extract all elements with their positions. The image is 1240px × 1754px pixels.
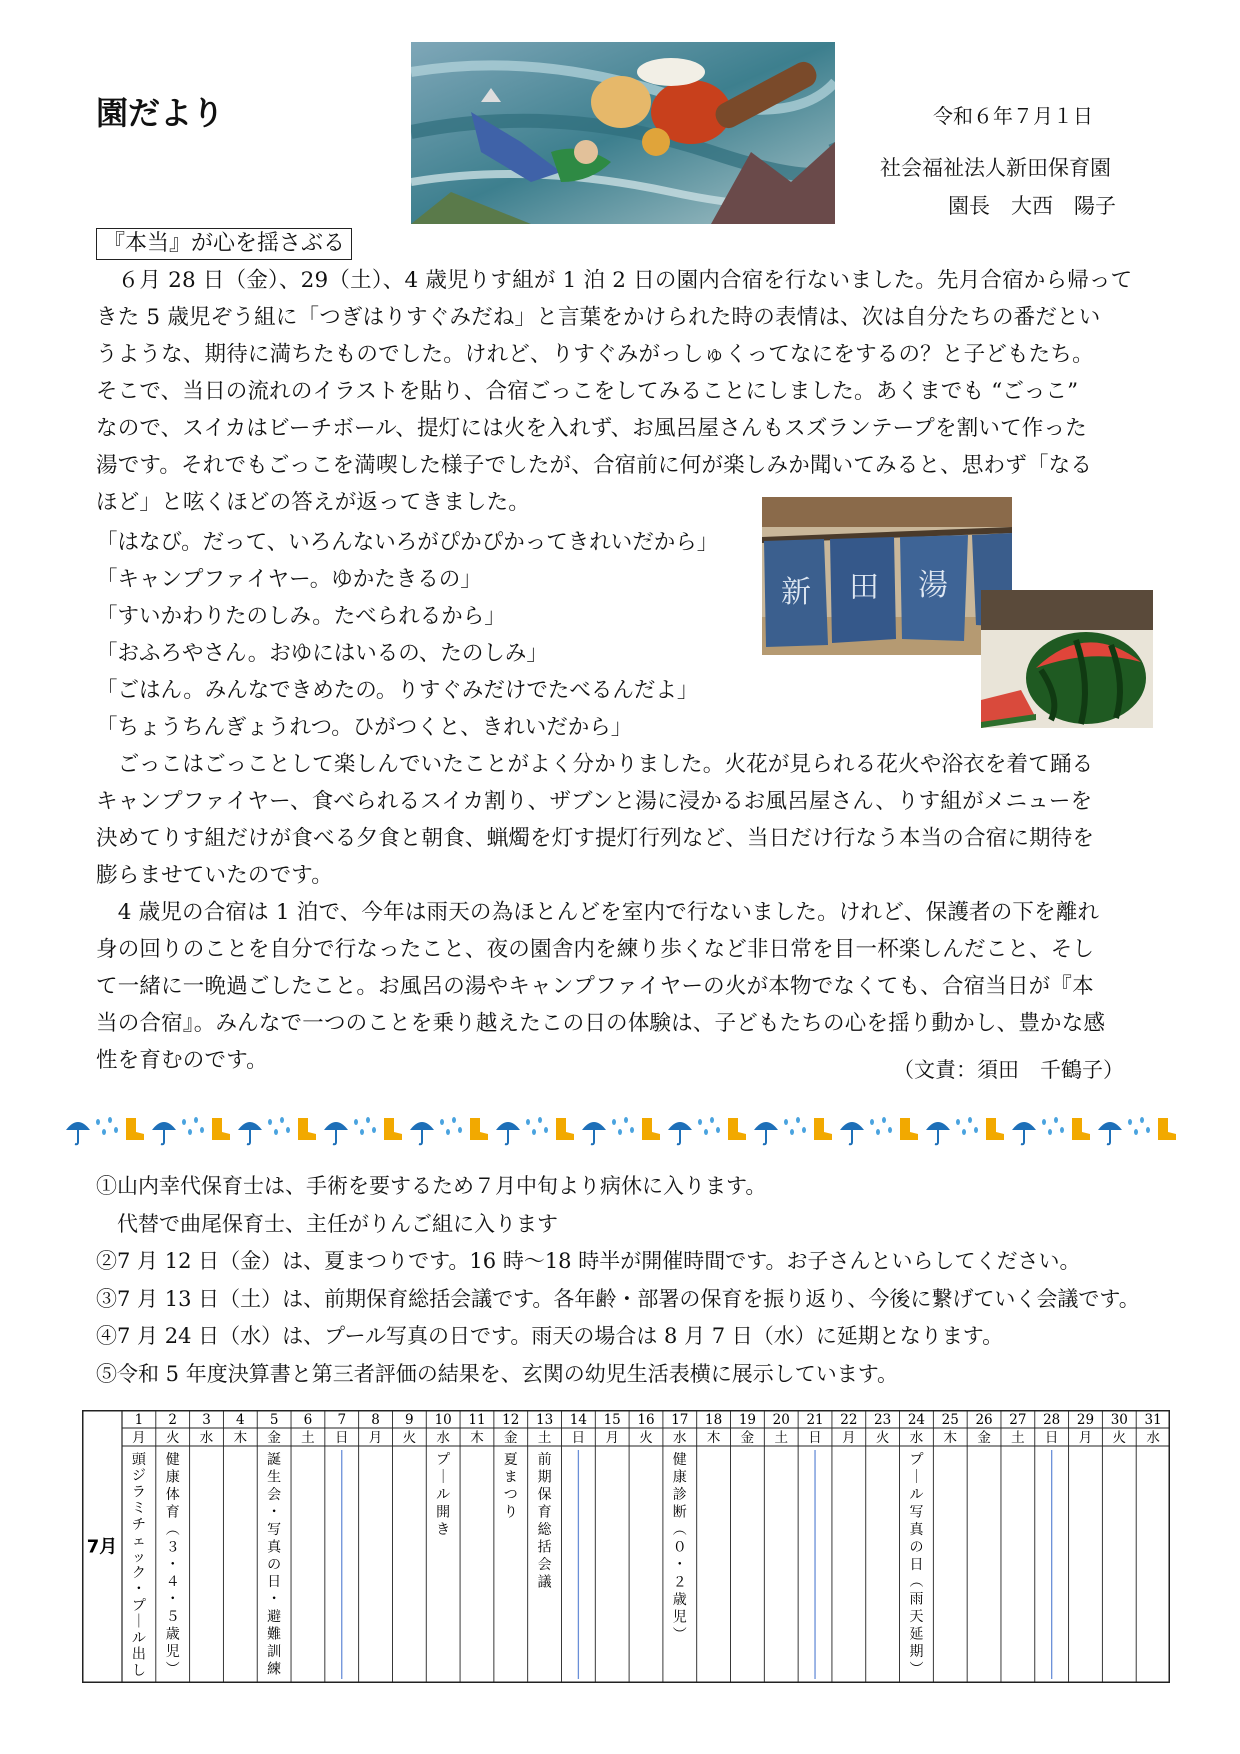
text-line: 湯です。それでもごっこを満喫した様子でしたが、合宿前に何が楽しみか聞いてみると、思わず「なる [96, 453, 1093, 478]
calendar-day-number: 23 [874, 1412, 892, 1428]
raindrop-icon [526, 1117, 548, 1135]
notice-item: 代替で曲尾保育士、主任がりんご組に入ります [96, 1211, 558, 1236]
raindrop-icon [182, 1117, 204, 1135]
calendar-day-number: 11 [468, 1412, 486, 1428]
text-line: 身の回りのことを自分で行なったこと、夜の園舎内を練り歩くなど非日常を目一杯楽しんだこと、そし [96, 937, 1095, 962]
calendar-weekday: 木 [943, 1430, 958, 1446]
quote-line: 「はなび。だって、いろんないろがぴかぴかってきれいだから」 [96, 530, 719, 555]
calendar-day-number: 26 [975, 1412, 993, 1428]
quote-line: 「キャンプファイヤー。ゆかたきるの」 [96, 567, 482, 592]
principal-name: 園長 大西 陽子 [948, 194, 1116, 218]
calendar-weekday: 土 [301, 1430, 315, 1446]
calendar-weekday: 日 [1044, 1430, 1059, 1446]
calendar-day-number: 4 [236, 1412, 245, 1428]
calendar-day-number: 2 [168, 1412, 178, 1428]
rain-boot-icon [814, 1118, 832, 1140]
text-line: 決めてりす組だけが食べる夕食と朝食、蝋燭を灯す提灯行列など、当日だけ行なう本当の合宿に期待を [96, 826, 1095, 851]
calendar-event: 前期保育総括会議 [537, 1452, 552, 1591]
quote-line: 「ごはん。みんなできめたの。りすぐみだけでたべるんだよ」 [96, 678, 699, 703]
raindrop-icon [870, 1117, 892, 1135]
curtain-char: 湯 [918, 568, 948, 603]
notice-item: ⑤令和 5 年度決算書と第三者評価の結果を、玄関の幼児生活表横に展示しています。 [96, 1361, 899, 1386]
calendar-day-number: 30 [1110, 1412, 1128, 1428]
rain-boot-icon [986, 1118, 1004, 1140]
rain-boot-icon [212, 1118, 230, 1140]
calendar-event: 健康体育︵３・４・５歳児︶ [165, 1452, 180, 1678]
raindrop-icon [698, 1117, 720, 1135]
calendar-weekday: 火 [402, 1430, 417, 1446]
rain-boot-icon [1158, 1118, 1176, 1140]
calendar-weekday: 木 [233, 1430, 248, 1446]
raindrop-icon [268, 1117, 290, 1135]
calendar-day-number: 1 [134, 1412, 144, 1428]
umbrella-icon [324, 1122, 348, 1144]
curtain-char: 田 [849, 570, 879, 605]
umbrella-icon [1098, 1122, 1122, 1144]
calendar-weekday: 金 [267, 1430, 281, 1446]
calendar-weekday: 日 [808, 1430, 822, 1446]
author-signature: （文責：須田 千鶴子） [893, 1058, 1124, 1082]
article-paragraph-2 [96, 746, 1094, 894]
calendar-day-number: 13 [535, 1412, 554, 1428]
umbrella-icon [668, 1122, 692, 1144]
text-line: 当の合宿』。みんなで一つのことを乗り越えたこの日の体験は、子どもたちの心を揺り動かし、豊かな感 [96, 1011, 1106, 1036]
raindrop-icon [612, 1117, 634, 1135]
umbrella-icon [410, 1122, 434, 1144]
notice-item: ④7 月 24 日（水）は、プール写真の日です。雨天の場合は 8 月 7 日（水）に延期となります。 [96, 1324, 1004, 1348]
text-line: なので、スイカはビーチボール、提灯には火を入れず、お風呂屋さんもスズランテープを割いて作った [96, 416, 1087, 441]
children-quotes [96, 524, 718, 746]
calendar-day-number: 22 [840, 1412, 858, 1428]
calendar-weekday: 火 [1112, 1430, 1127, 1446]
calendar-weekday: 水 [436, 1430, 450, 1446]
july-calendar [82, 1410, 1170, 1683]
text-line: 性を育むのです。 [96, 1048, 268, 1073]
calendar-day-number: 18 [705, 1412, 723, 1428]
calendar-month-label: 7月 [86, 1536, 118, 1558]
raindrop-icon [354, 1117, 376, 1135]
text-line: ほど」と呟くほどの答えが返ってきました。 [96, 490, 531, 515]
calendar-weekday: 火 [639, 1430, 653, 1446]
raindrop-icon [1042, 1117, 1064, 1135]
calendar-weekday: 金 [977, 1430, 991, 1446]
calendar-event: プ｜ル開き [436, 1452, 451, 1538]
calendar-weekday: 土 [774, 1430, 788, 1446]
calendar-weekday: 木 [470, 1430, 484, 1446]
calendar-day-number: 31 [1144, 1412, 1162, 1428]
watermelon-photo [981, 590, 1153, 728]
calendar-day-number: 14 [569, 1412, 587, 1428]
text-line: うような、期待に満ちたものでした。けれど、りすぐみがっしゅくってなにをするの？と子どもたち。 [96, 342, 1094, 367]
article-paragraph-1 [96, 262, 1132, 521]
calendar-weekday: 水 [909, 1430, 924, 1446]
calendar-weekday: 水 [1146, 1430, 1160, 1446]
raindrop-icon [784, 1117, 806, 1135]
calendar-day-number: 17 [671, 1412, 689, 1428]
bathhouse-curtain-photo [762, 497, 1012, 655]
notices-list [96, 1168, 1140, 1393]
calendar-weekday: 日 [334, 1430, 349, 1446]
umbrella-icon [152, 1122, 176, 1144]
umbrella-icon [582, 1122, 606, 1144]
text-line: ６月 28 日（金）、29（土）、4 歳児りす組が 1 泊 2 日の園内合宿を行ないました。先月合宿から帰って [96, 268, 1133, 293]
calendar-event: プ｜ル写真の日︵雨天延期︶ [909, 1452, 924, 1678]
notice-item: ②7 月 12 日（金）は、夏まつりです。16 時～18 時半が開催時間です。お子さんといらしてください。 [96, 1249, 1081, 1273]
quote-line: 「すいかわりたのしみ。たべられるから」 [96, 604, 506, 629]
calendar-weekday: 木 [706, 1430, 721, 1446]
calendar-event: 夏まつり [503, 1452, 518, 1521]
calendar-day-number: 6 [303, 1412, 313, 1428]
umbrella-icon [496, 1122, 520, 1144]
umbrella-icon [66, 1122, 90, 1144]
calendar-weekday: 日 [571, 1430, 586, 1446]
umbrella-icon [926, 1122, 950, 1144]
calendar-day-number: 20 [772, 1412, 790, 1428]
hero-illustration [411, 42, 835, 224]
organization-name: 社会福祉法人新田保育園 [880, 156, 1111, 180]
umbrella-icon [238, 1122, 262, 1144]
calendar-weekday: 火 [165, 1430, 180, 1446]
calendar-event: 誕生会・写真の日・避難訓練 [267, 1452, 282, 1678]
rain-boot-icon [470, 1118, 488, 1140]
calendar-day-number: 9 [405, 1412, 414, 1428]
calendar-day-number: 27 [1009, 1412, 1027, 1428]
rain-boot-icon [728, 1118, 746, 1140]
notice-item: ①山内幸代保育士は、手術を要するため７月中旬より病休に入ります。 [96, 1174, 767, 1198]
umbrella-icon [754, 1122, 778, 1144]
umbrella-icon [840, 1122, 864, 1144]
calendar-day-number: 15 [603, 1412, 621, 1428]
calendar-weekday: 土 [537, 1430, 552, 1446]
rain-boot-icon [556, 1118, 574, 1140]
raindrop-icon [956, 1117, 978, 1135]
calendar-weekday: 水 [673, 1430, 687, 1446]
calendar-event: 頭ジラミチェック・プ｜ル出し [131, 1452, 146, 1679]
quote-line: 「ちょうちんぎょうれつ。ひがつくと、きれいだから」 [96, 715, 633, 740]
calendar-weekday: 金 [504, 1430, 518, 1446]
calendar-day-number: 8 [371, 1412, 380, 1428]
calendar-day-number: 12 [502, 1412, 520, 1428]
calendar-day-number: 7 [337, 1412, 347, 1428]
calendar-weekday: 月 [842, 1430, 856, 1446]
calendar-weekday: 月 [1078, 1430, 1093, 1446]
rain-boot-icon [1072, 1118, 1090, 1140]
calendar-day-number: 19 [738, 1412, 757, 1428]
calendar-day-number: 16 [637, 1412, 655, 1428]
rain-boot-icon [126, 1118, 144, 1140]
rain-decoration-border [60, 1112, 1190, 1146]
calendar-weekday: 月 [605, 1430, 619, 1446]
text-line: ごっこはごっことして楽しんでいたことがよく分かりました。火花が見られる花火や浴衣を着て踊る [96, 752, 1094, 777]
text-line: て一緒に一晩過ごしたこと。お風呂の湯やキャンプファイヤーの火が本物でなくても、合宿当日が『本 [96, 974, 1094, 999]
page-title: 園だより [96, 94, 225, 132]
text-line: 膨らませていたのです。 [96, 863, 333, 888]
calendar-day-number: 3 [202, 1412, 211, 1428]
rain-boot-icon [384, 1118, 402, 1140]
calendar-weekday: 水 [199, 1430, 214, 1446]
calendar-day-number: 29 [1076, 1412, 1095, 1428]
raindrop-icon [1128, 1117, 1150, 1135]
rain-boot-icon [298, 1118, 316, 1140]
issue-date: 令和６年７月１日 [933, 104, 1093, 128]
calendar-day-number: 5 [269, 1412, 279, 1428]
raindrop-icon [96, 1117, 118, 1135]
article-heading: 『本当』が心を揺さぶる [96, 228, 352, 260]
calendar-weekday: 月 [368, 1430, 383, 1446]
notice-item: ③7 月 13 日（土）は、前期保育総括会議です。各年齢・部署の保育を振り返り、今後に繋げていく会議です。 [96, 1286, 1140, 1311]
curtain-char: 新 [781, 575, 811, 610]
text-line: キャンプファイヤー、食べられるスイカ割り、ザブンと湯に浸かるお風呂屋さん、りす組がメニューを [96, 789, 1093, 814]
text-line: そこで、当日の流れのイラストを貼り、合宿ごっこをしてみることにしました。あくまでも “ごっこ” [96, 379, 1079, 404]
rain-boot-icon [642, 1118, 660, 1140]
umbrella-icon [1012, 1122, 1036, 1144]
raindrop-icon [440, 1117, 462, 1135]
calendar-weekday: 月 [132, 1430, 146, 1446]
calendar-frame [83, 1411, 1170, 1683]
article-paragraph-3 [96, 894, 1105, 1079]
calendar-event: 健康診断︵０・２歳児︶ [672, 1452, 687, 1643]
calendar-day-number: 25 [941, 1412, 959, 1428]
quote-line: 「おふろやさん。おゆにはいるの、たのしみ」 [96, 641, 548, 666]
calendar-weekday: 土 [1011, 1430, 1025, 1446]
calendar-day-number: 28 [1043, 1412, 1061, 1428]
text-line: 4 歳児の合宿は 1 泊で、今年は雨天の為ほとんどを室内で行ないました。けれど、保護者の下を離れ [96, 900, 1100, 925]
rain-boot-icon [900, 1118, 918, 1140]
calendar-day-number: 21 [806, 1412, 824, 1428]
calendar-weekday: 金 [740, 1430, 755, 1446]
calendar-day-number: 10 [434, 1412, 452, 1428]
calendar-weekday: 火 [875, 1430, 890, 1446]
calendar-day-number: 24 [907, 1412, 926, 1428]
text-line: きた 5 歳児ぞう組に「つぎはりすぐみだね」と言葉をかけられた時の表情は、次は自分たちの番だとい [96, 305, 1101, 330]
